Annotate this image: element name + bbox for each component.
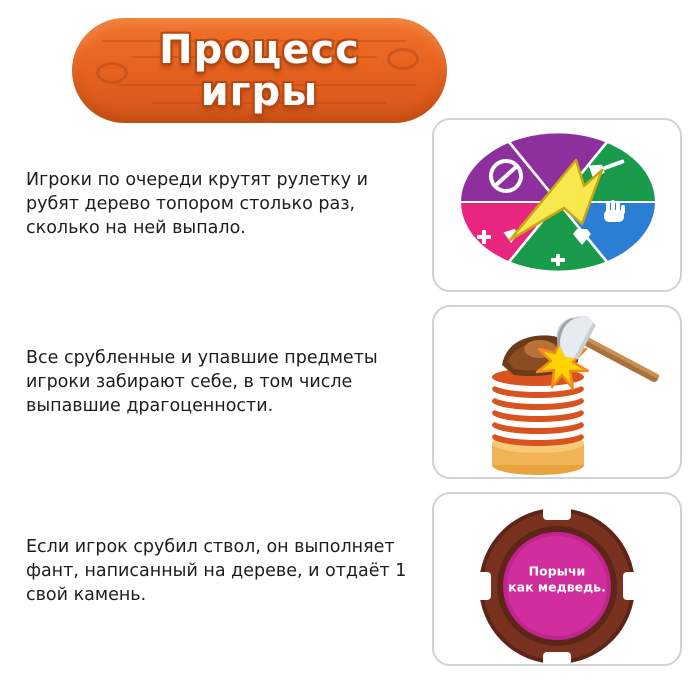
step-1 [26, 168, 416, 240]
banner-title-line1: Процесс [159, 26, 360, 73]
illustration-card-log-stack [432, 305, 682, 479]
banner-title-line2: игры [200, 68, 319, 115]
step-1-text: Игроки по очереди крутят рулетку и рубят дерево топором столько раз, сколько на ней выпало. [26, 170, 369, 239]
step-2-text: Все срубленные и упавшие предметы игроки забирают себе, в том числе выпавшие драгоценности. [26, 348, 378, 417]
step-3-text: Если игрок срубил ствол, он выполняет фант, написанный на дереве, и отдаёт 1 свой камень. [26, 537, 407, 606]
step-3 [26, 535, 416, 607]
log-stack-with-axe-icon [434, 307, 680, 477]
banner-text [72, 18, 447, 123]
token-text-line2: как медведь. [508, 579, 606, 594]
token-text-line1: Порычи [528, 563, 586, 579]
roulette-wheel-icon [456, 128, 661, 278]
step-2 [26, 346, 416, 418]
title-banner [72, 18, 447, 123]
forfeit-token-icon [434, 494, 680, 664]
illustration-card-token [432, 492, 682, 666]
illustration-card-roulette [432, 118, 682, 292]
